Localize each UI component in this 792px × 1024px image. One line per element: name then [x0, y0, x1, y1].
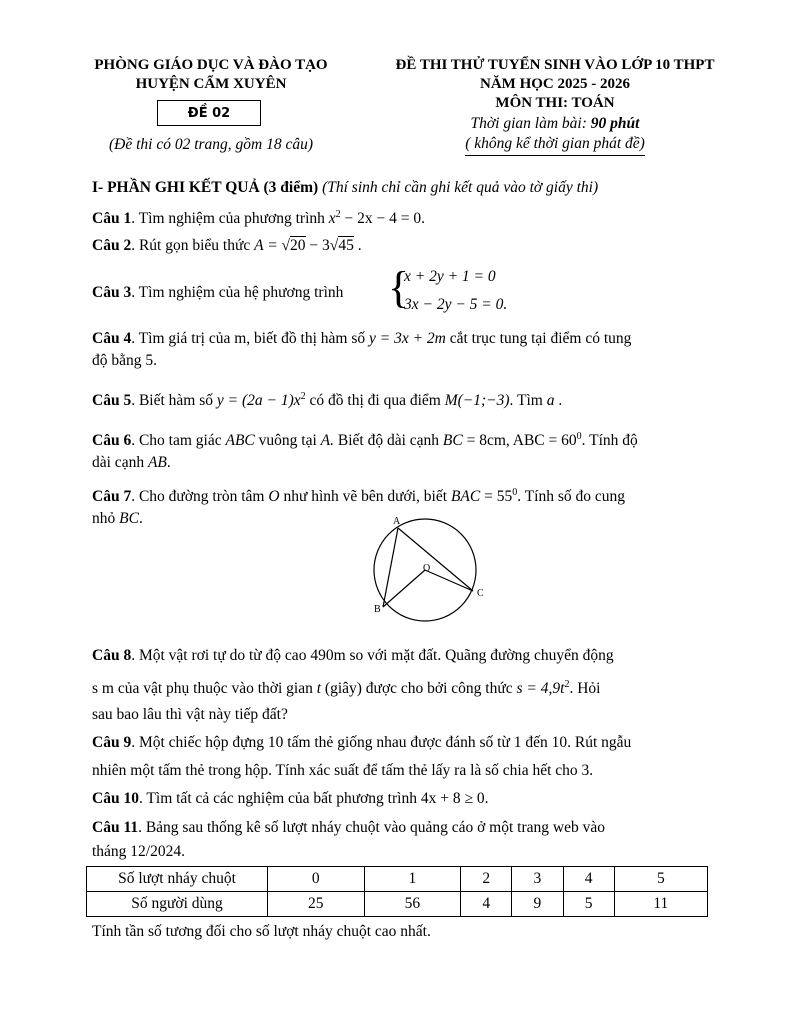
q2-radicand-2: 45 [338, 237, 354, 254]
row-header-users: Số người dùng [87, 892, 268, 917]
q6-a: A. [320, 432, 334, 450]
q6-text-3: Biết độ dài cạnh [333, 432, 443, 450]
q7-text-5: nhỏ [92, 510, 120, 528]
q8-text-4: . Hỏi [569, 680, 601, 698]
question-4 [92, 328, 734, 372]
q5-label: Câu 5 [92, 392, 132, 410]
q10-text: . Tìm tất cả các nghiệm của bất phương trình 4x + 8 ≥ 0. [138, 790, 489, 807]
question-9 [92, 733, 631, 753]
q6-bc: BC [442, 432, 463, 450]
q4-label: Câu 4 [92, 330, 132, 347]
q4-text-1: . Tìm giá trị của m, biết đồ thị hàm số [131, 330, 369, 347]
table-cell: 11 [614, 892, 707, 917]
q8-label: Câu 8 [92, 647, 132, 664]
label-c: C [477, 588, 484, 599]
q1-math-x: x [328, 210, 336, 228]
question-8-line-3: sau bao lâu thì vật này tiếp đất? [92, 706, 288, 723]
table-row [87, 867, 708, 892]
q5-math-2: M(−1;−3) [444, 392, 510, 410]
row-header-clicks: Số lượt nháy chuột [87, 867, 268, 892]
q3-text: . Tìm nghiệm của hệ phương trình [131, 284, 344, 301]
q7-degree: 0 [512, 487, 518, 498]
q9-text-1: . Một chiếc hộp đựng 10 tấm thẻ giống nhau được đánh số từ 1 đến 10. Rút ngẫu [131, 734, 632, 751]
exam-code: ĐỀ 02 [187, 106, 231, 121]
q8-sm: s m [92, 680, 114, 698]
label-b: B [374, 604, 381, 615]
segment-oc [425, 570, 473, 591]
q7-text-1: . Cho đường tròn tâm [131, 488, 269, 506]
question-2 [92, 236, 362, 256]
page-note: (Đề thi có 02 trang, gồm 18 câu) [108, 136, 314, 153]
question-9-line-2: nhiên một tấm thẻ trong hộp. Tính xác suất để tấm thẻ lấy ra là số chia hết cho 3. [92, 762, 594, 779]
q5-text-1: . Biết hàm số [131, 392, 217, 410]
q2-end: . [353, 237, 362, 254]
q3-equation-2: 3x − 2y − 5 = 0 [404, 296, 504, 313]
q3-end: . [503, 296, 508, 313]
q2-text: . Rút gọn biểu thức [131, 237, 255, 254]
q8-t: t [316, 680, 322, 698]
table-cell: 56 [364, 892, 461, 917]
question-6 [92, 426, 734, 474]
q8-text-1: . Một vật rơi tự do từ độ cao 490m so với mặt đất. Quãng đường chuyển động [131, 647, 614, 664]
table-cell: 4 [461, 892, 512, 917]
q11-text-1: . Bảng sau thống kê số lượt nháy chuột vào quảng cáo ở một trang web vào [138, 819, 605, 836]
table-cell: 4 [563, 867, 614, 892]
q4-text-2: cắt trục tung tại điểm có tung [445, 330, 632, 347]
q6-ab: AB [147, 454, 167, 472]
q3-equation-1: x + 2y + 1 = 0 [404, 268, 496, 285]
table-cell: 3 [512, 867, 563, 892]
q7-end: . [138, 510, 143, 528]
time-note: ( không kể thời gian phát đề) [465, 135, 645, 152]
district-name: HUYỆN CẨM XUYÊN [135, 76, 287, 92]
section-note: (Thí sinh chỉ cần ghi kết quả vào tờ giấy thi) [322, 179, 599, 196]
exam-title: ĐỀ THI THỬ TUYỂN SINH VÀO LỚP 10 THPT [395, 57, 715, 73]
question-8 [92, 646, 614, 666]
q6-text-6: dài cạnh [92, 454, 148, 472]
question-3 [92, 283, 343, 303]
section-title: I- PHẦN GHI KẾT QUẢ (3 điểm) [92, 179, 319, 196]
q9-label: Câu 9 [92, 734, 132, 751]
q7-text-4: . Tính số đo cung [517, 488, 625, 506]
q7-bac: BAC [450, 488, 481, 506]
q6-text-5: . Tính độ [581, 432, 638, 450]
exam-code-box [157, 100, 261, 126]
q8-text-2: của vật phụ thuộc vào thời gian [113, 680, 317, 698]
time-value: 90 phút [590, 115, 640, 132]
q8-exp: 2 [564, 679, 570, 690]
q2-mid: − 3 [305, 237, 330, 254]
q10-label: Câu 10 [92, 790, 139, 807]
label-o: O [423, 563, 431, 574]
q7-o: O [268, 488, 280, 506]
q6-label: Câu 6 [92, 432, 132, 450]
header-underline [465, 155, 645, 156]
q1-end: . [421, 210, 426, 228]
q2-math-a: A = [254, 237, 282, 254]
q8-formula: s = 4,9t [516, 680, 565, 698]
table-cell: 0 [268, 867, 365, 892]
sqrt-symbol: √ [281, 237, 291, 254]
q7-text-3: = 55 [480, 488, 513, 506]
label-a: A [393, 516, 401, 527]
section-heading [92, 178, 598, 198]
question-10 [92, 789, 488, 809]
q5-math-1: y = (2a − 1)x [216, 392, 301, 410]
question-8-line-2 [92, 675, 600, 699]
q11-label: Câu 11 [92, 819, 139, 836]
sqrt-symbol-2: √ [329, 237, 339, 254]
table-cell: 2 [461, 867, 512, 892]
table-cell: 9 [512, 892, 563, 917]
q5-end: . [554, 392, 563, 410]
question-1 [92, 205, 425, 229]
q6-text-4: = 8cm, ABC = 60 [462, 432, 577, 450]
q5-text-2: có đồ thị đi qua điểm [305, 392, 445, 410]
time-line [372, 115, 738, 133]
system-brace: { [388, 263, 410, 312]
q4-text-3: độ bằng 5. [92, 352, 158, 369]
circle-figure [362, 512, 492, 624]
question-11-line-2: tháng 12/2024. [92, 843, 185, 860]
table-cell: 5 [563, 892, 614, 917]
department-name: PHÒNG GIÁO DỤC VÀ ĐÀO TẠO [94, 57, 328, 73]
q5-math-3: a [546, 392, 555, 410]
q2-label: Câu 2 [92, 237, 132, 254]
segment-ac [398, 528, 473, 591]
q3-equation-2-line [404, 296, 507, 314]
q8-text-3: (giây) được cho bởi công thức [321, 680, 517, 698]
question-11 [92, 818, 605, 838]
table-cell: 1 [364, 867, 461, 892]
q6-text-2: vuông tại [254, 432, 321, 450]
table-cell: 5 [614, 867, 707, 892]
q6-text-1: . Cho tam giác [131, 432, 226, 450]
q1-label: Câu 1 [92, 210, 132, 228]
subject: MÔN THI: TOÁN [495, 95, 615, 111]
q1-exp: 2 [335, 209, 341, 220]
table-row [87, 892, 708, 917]
q5-exp: 2 [300, 391, 306, 402]
q7-bc: BC [119, 510, 139, 528]
q6-degree: 0 [576, 431, 582, 442]
table-cell: 25 [268, 892, 365, 917]
question-5 [92, 387, 562, 411]
q6-abc: ABC [225, 432, 255, 450]
q7-label: Câu 7 [92, 488, 132, 506]
q4-math: y = 3x + 2m [368, 330, 446, 347]
question-11-after: Tính tần số tương đối cho số lượt nháy chuột cao nhất. [92, 923, 431, 940]
click-stats-table [86, 866, 708, 917]
q2-radicand-1: 20 [290, 237, 306, 254]
q5-text-3: . Tìm [509, 392, 547, 410]
q1-math-rest: − 2x − 4 = 0 [340, 210, 422, 228]
q1-text: . Tìm nghiệm của phương trình [131, 210, 329, 228]
q6-end: . [166, 454, 171, 472]
school-year: NĂM HỌC 2025 - 2026 [480, 76, 630, 92]
time-label: Thời gian làm bài: [470, 115, 591, 132]
q7-text-2: như hình vẽ bên dưới, biết [279, 488, 451, 506]
q3-label: Câu 3 [92, 284, 132, 301]
